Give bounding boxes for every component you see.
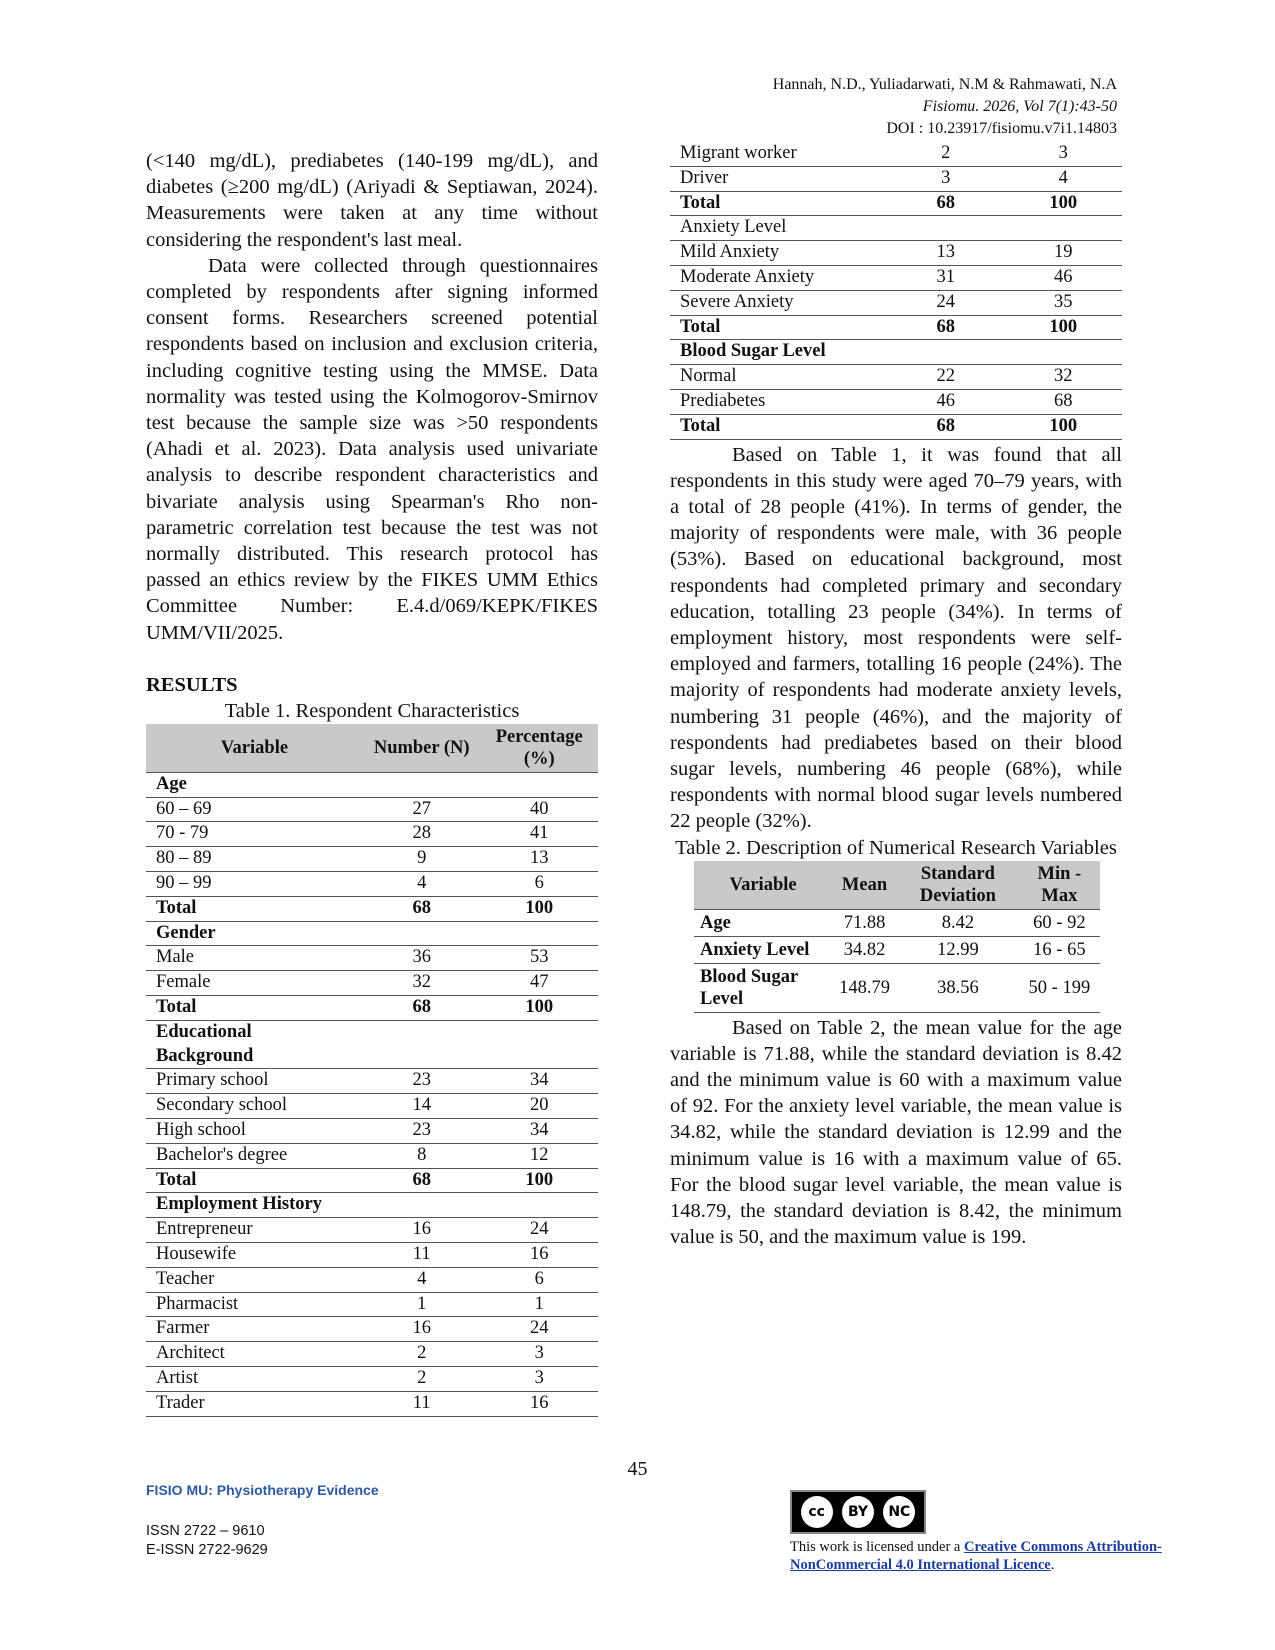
table-row bbox=[146, 847, 598, 872]
table-cell-label: 80 – 89 bbox=[146, 847, 363, 872]
footer-brand: FISIO MU: Physiotherapy Evidence bbox=[146, 1482, 379, 1498]
table-cell-value: 4 bbox=[1004, 166, 1122, 191]
license-link[interactable]: Creative Commons Attribution-NonCommercial 4.0 International Licence bbox=[790, 1539, 1162, 1573]
table-cell-label: High school bbox=[146, 1119, 363, 1144]
results-heading: RESULTS bbox=[146, 673, 238, 696]
results-paragraph-1: Based on Table 1, it was found that all respondents in this study were aged 70–79 years, with a total of 28 people (41%). In terms of gender, the majority of respondents were male, with 36 people (53%). Based on educational background, most respondents had completed primary and secondary education, totalling 23 people (34%). In terms of employment history, most respondents were self-employed and farmers, totalling 16 people (24%). The majority of respondents had moderate anxiety levels, numbering 31 people (46%), and the majority of respondents had prediabetes based on their blood sugar levels, numbering 46 people (68%), while respondents with normal blood sugar levels numbered 22 people (32%). bbox=[670, 443, 1122, 833]
table-cell-value: 100 bbox=[480, 996, 598, 1021]
left-column bbox=[146, 148, 598, 1417]
table2-cell-value: 34.82 bbox=[832, 936, 897, 963]
license-text bbox=[790, 1538, 1190, 1574]
table2-cell-variable: Anxiety Level bbox=[694, 936, 832, 963]
table-cell-label: Driver bbox=[670, 166, 887, 191]
license-prefix: This work is licensed under a bbox=[790, 1539, 964, 1555]
table-cell-value: 68 bbox=[363, 896, 481, 921]
table-row bbox=[146, 772, 598, 797]
table-cell-label: Total bbox=[670, 191, 887, 216]
table-row bbox=[146, 1391, 598, 1416]
table2-cell-value: 8.42 bbox=[897, 909, 1019, 936]
table-cell-value: 1 bbox=[480, 1292, 598, 1317]
table-cell-value bbox=[363, 921, 481, 946]
table-cell-value: 24 bbox=[887, 290, 1005, 315]
table2-cell-value: 148.79 bbox=[832, 963, 897, 1012]
table-cell-label: Total bbox=[146, 1168, 363, 1193]
table2-row bbox=[694, 963, 1100, 1012]
table-cell-value: 100 bbox=[1004, 414, 1122, 439]
table2-header-sd: Standard Deviation bbox=[897, 861, 1019, 910]
table2-header-minmax: Min - Max bbox=[1019, 861, 1100, 910]
table-cell-value bbox=[1004, 340, 1122, 365]
table-cell-value: 20 bbox=[480, 1094, 598, 1119]
table-row bbox=[146, 1317, 598, 1342]
table-row bbox=[146, 1119, 598, 1144]
results-paragraph-2: Based on Table 2, the mean value for the age variable is 71.88, while the standard deviation is 8.42 and the minimum value is 60 with a maximum value of 92. For the anxiety level variable, the mean value is 34.82, while the standard deviation is 12.99 and the minimum value is 16 with a maximum value of 65. For the blood sugar level variable, the mean value is 148.79, the standard deviation is 8.42, the minimum value is 50, and the maximum value is 199. bbox=[670, 1016, 1122, 1249]
table-row bbox=[146, 946, 598, 971]
table-cell-value: 68 bbox=[887, 414, 1005, 439]
table-cell-label: 70 - 79 bbox=[146, 822, 363, 847]
table-cell-value bbox=[363, 772, 481, 797]
table-cell-value: 68 bbox=[363, 1168, 481, 1193]
table-cell-value: 68 bbox=[887, 191, 1005, 216]
page-number: 45 bbox=[627, 1458, 648, 1480]
table-cell-value: 68 bbox=[363, 996, 481, 1021]
table-cell-label: Moderate Anxiety bbox=[670, 265, 887, 290]
table-cell-value: 3 bbox=[480, 1366, 598, 1391]
table1-header-variable: Variable bbox=[146, 724, 363, 773]
table-row bbox=[146, 996, 598, 1021]
table-cell-label: Anxiety Level bbox=[670, 216, 887, 241]
table-cell-value: 27 bbox=[363, 797, 481, 822]
license-end: . bbox=[1050, 1557, 1055, 1573]
table-row bbox=[146, 1366, 598, 1391]
table-cell-value: 68 bbox=[1004, 389, 1122, 414]
table-row bbox=[146, 1168, 598, 1193]
table-row bbox=[670, 414, 1122, 439]
nc-icon: NC bbox=[883, 1496, 915, 1528]
table-cell-value: 1 bbox=[363, 1292, 481, 1317]
table-cell-value: 4 bbox=[363, 872, 481, 897]
table2-cell-value: 38.56 bbox=[897, 963, 1019, 1012]
table-cell-value: 11 bbox=[363, 1391, 481, 1416]
table-row bbox=[146, 1267, 598, 1292]
table-cell-label: Teacher bbox=[146, 1267, 363, 1292]
table-cell-label: Architect bbox=[146, 1342, 363, 1367]
table-cell-label: Gender bbox=[146, 921, 363, 946]
table-row bbox=[146, 797, 598, 822]
table-cell-label: Pharmacist bbox=[146, 1292, 363, 1317]
table-cell-value: 28 bbox=[363, 822, 481, 847]
table-cell-label: Blood Sugar Level bbox=[670, 340, 887, 365]
table2-row bbox=[694, 909, 1100, 936]
table-cell-value bbox=[480, 1020, 598, 1069]
table-cell-value: 36 bbox=[363, 946, 481, 971]
table-cell-value: 3 bbox=[887, 166, 1005, 191]
table-row bbox=[670, 142, 1122, 166]
table1-part2 bbox=[670, 142, 1122, 440]
table-cell-label: Housewife bbox=[146, 1243, 363, 1268]
method-paragraph-2: Data were collected through questionnaires completed by respondents after signing informed consent forms. Researchers screened potential respondents based on inclusion and exclusion criteria, including cognitive testing using the MMSE. Data normality was tested using the Kolmogorov-Smirnov test because the sample size was >50 respondents (Ahadi et al. 2023). Data analysis used univariate analysis to describe respondent characteristics and bivariate analysis using Spearman's Rho non-parametric correlation test because the test was not normally distributed. This research protocol has passed an ethics review by the FIKES UMM Ethics Committee Number: E.4.d/069/KEPK/FIKES UMM/VII/2025. bbox=[146, 254, 598, 644]
table-cell-label: Total bbox=[670, 315, 887, 340]
cc-icon: cc bbox=[801, 1496, 833, 1528]
table2-cell-value: 12.99 bbox=[897, 936, 1019, 963]
table-cell-value: 22 bbox=[887, 365, 1005, 390]
table-cell-label: Employment History bbox=[146, 1193, 363, 1218]
table-cell-label: Total bbox=[146, 896, 363, 921]
table1-header-number: Number (N) bbox=[363, 724, 481, 773]
table-row bbox=[146, 921, 598, 946]
table-cell-value: 16 bbox=[363, 1317, 481, 1342]
by-icon: BY bbox=[842, 1496, 874, 1528]
table-cell-value: 16 bbox=[363, 1218, 481, 1243]
table-row bbox=[146, 1243, 598, 1268]
table-cell-value: 35 bbox=[1004, 290, 1122, 315]
table-cell-value: 16 bbox=[480, 1243, 598, 1268]
table-cell-label: 90 – 99 bbox=[146, 872, 363, 897]
table-row bbox=[146, 971, 598, 996]
table-cell-value: 41 bbox=[480, 822, 598, 847]
footer-journal-info bbox=[146, 1482, 379, 1560]
table-cell-value: 34 bbox=[480, 1069, 598, 1094]
table-row bbox=[146, 1218, 598, 1243]
table-cell-value bbox=[363, 1193, 481, 1218]
table-cell-label: Total bbox=[146, 996, 363, 1021]
table2-cell-value: 16 - 65 bbox=[1019, 936, 1100, 963]
table-cell-value: 3 bbox=[1004, 142, 1122, 166]
table-cell-label: Secondary school bbox=[146, 1094, 363, 1119]
table-cell-value: 4 bbox=[363, 1267, 481, 1292]
table-cell-value: 47 bbox=[480, 971, 598, 996]
table2-cell-value: 50 - 199 bbox=[1019, 963, 1100, 1012]
table-cell-value: 13 bbox=[480, 847, 598, 872]
table2-row bbox=[694, 936, 1100, 963]
table-cell-value: 2 bbox=[363, 1342, 481, 1367]
table-cell-label: Primary school bbox=[146, 1069, 363, 1094]
table2 bbox=[694, 861, 1100, 1013]
table-row bbox=[146, 1020, 598, 1069]
table-cell-value bbox=[480, 772, 598, 797]
table-row bbox=[670, 365, 1122, 390]
table-row bbox=[670, 191, 1122, 216]
table-cell-value: 2 bbox=[887, 142, 1005, 166]
table-cell-label: Migrant worker bbox=[670, 142, 887, 166]
table1-header-row bbox=[146, 724, 598, 773]
table-cell-value: 8 bbox=[363, 1143, 481, 1168]
table-cell-label: Entrepreneur bbox=[146, 1218, 363, 1243]
table-cell-value: 23 bbox=[363, 1069, 481, 1094]
table-cell-label: Severe Anxiety bbox=[670, 290, 887, 315]
header-doi: DOI : 10.23917/fisiomu.v7i1.14803 bbox=[886, 120, 1117, 137]
table-cell-value: 2 bbox=[363, 1366, 481, 1391]
footer-issn: ISSN 2722 – 9610 bbox=[146, 1523, 265, 1539]
table-cell-label: 60 – 69 bbox=[146, 797, 363, 822]
table-cell-value bbox=[887, 216, 1005, 241]
table-row bbox=[146, 1143, 598, 1168]
table2-cell-value: 60 - 92 bbox=[1019, 909, 1100, 936]
table-cell-value: 24 bbox=[480, 1218, 598, 1243]
table-cell-value: 31 bbox=[887, 265, 1005, 290]
footer-license bbox=[790, 1490, 1190, 1574]
table-row bbox=[146, 822, 598, 847]
table-row bbox=[670, 241, 1122, 266]
table-cell-value: 100 bbox=[480, 896, 598, 921]
table2-header-mean: Mean bbox=[832, 861, 897, 910]
table-row bbox=[146, 1292, 598, 1317]
table-cell-value: 11 bbox=[363, 1243, 481, 1268]
table-cell-value: 19 bbox=[1004, 241, 1122, 266]
table-cell-label: Educational Background bbox=[146, 1020, 363, 1069]
table-cell-value: 100 bbox=[1004, 191, 1122, 216]
table-cell-value: 100 bbox=[1004, 315, 1122, 340]
table-cell-value bbox=[480, 1193, 598, 1218]
table-cell-value bbox=[887, 340, 1005, 365]
table-row bbox=[670, 216, 1122, 241]
table-cell-value: 12 bbox=[480, 1143, 598, 1168]
table-row bbox=[146, 1193, 598, 1218]
table1-part1 bbox=[146, 724, 598, 1417]
table-cell-value: 6 bbox=[480, 1267, 598, 1292]
table-cell-value bbox=[363, 1020, 481, 1069]
table-cell-value: 32 bbox=[1004, 365, 1122, 390]
table-row bbox=[146, 1094, 598, 1119]
header-authors: Hannah, N.D., Yuliadarwati, N.M & Rahmawati, N.A bbox=[772, 76, 1117, 93]
table-cell-value: 3 bbox=[480, 1342, 598, 1367]
table-cell-value bbox=[1004, 216, 1122, 241]
table-cell-label: Male bbox=[146, 946, 363, 971]
table-cell-value: 16 bbox=[480, 1391, 598, 1416]
table1-header-percentage: Percentage (%) bbox=[480, 724, 598, 773]
table-cell-value: 34 bbox=[480, 1119, 598, 1144]
table-cell-label: Normal bbox=[670, 365, 887, 390]
table-cell-value: 53 bbox=[480, 946, 598, 971]
table-cell-label: Age bbox=[146, 772, 363, 797]
table-cell-value: 100 bbox=[480, 1168, 598, 1193]
table-row bbox=[670, 166, 1122, 191]
table-row bbox=[146, 1342, 598, 1367]
table-row bbox=[670, 265, 1122, 290]
table-row bbox=[670, 315, 1122, 340]
table-cell-label: Trader bbox=[146, 1391, 363, 1416]
cc-by-nc-badge-icon[interactable] bbox=[790, 1490, 926, 1534]
table-cell-value: 23 bbox=[363, 1119, 481, 1144]
table2-caption: Table 2. Description of Numerical Research Variables bbox=[675, 836, 1117, 859]
table-cell-label: Farmer bbox=[146, 1317, 363, 1342]
table-cell-label: Total bbox=[670, 414, 887, 439]
table2-cell-variable: Age bbox=[694, 909, 832, 936]
table-cell-label: Artist bbox=[146, 1366, 363, 1391]
table-cell-value: 6 bbox=[480, 872, 598, 897]
table-cell-value: 24 bbox=[480, 1317, 598, 1342]
table-row bbox=[146, 1069, 598, 1094]
header-journal: Fisiomu. 2026, Vol 7(1):43-50 bbox=[922, 98, 1117, 115]
table-row bbox=[670, 340, 1122, 365]
table-cell-value: 13 bbox=[887, 241, 1005, 266]
table-cell-label: Prediabetes bbox=[670, 389, 887, 414]
footer-eissn: E-ISSN 2722-9629 bbox=[146, 1542, 268, 1558]
table-cell-value: 40 bbox=[480, 797, 598, 822]
table2-cell-value: 71.88 bbox=[832, 909, 897, 936]
table-row bbox=[146, 872, 598, 897]
table-cell-value: 32 bbox=[363, 971, 481, 996]
method-paragraph-1: (<140 mg/dL), prediabetes (140-199 mg/dL), and diabetes (≥200 mg/dL) (Ariyadi & Septiawan, 2024). Measurements were taken at any time without considering the respondent's last meal. bbox=[146, 150, 598, 251]
table-cell-value: 46 bbox=[1004, 265, 1122, 290]
table-row bbox=[670, 290, 1122, 315]
table-cell-value: 46 bbox=[887, 389, 1005, 414]
table-cell-value: 14 bbox=[363, 1094, 481, 1119]
table2-cell-variable: Blood Sugar Level bbox=[694, 963, 832, 1012]
table-row bbox=[670, 389, 1122, 414]
table-cell-label: Mild Anxiety bbox=[670, 241, 887, 266]
table-cell-value: 68 bbox=[887, 315, 1005, 340]
table-cell-label: Female bbox=[146, 971, 363, 996]
table-cell-value: 9 bbox=[363, 847, 481, 872]
table1-caption: Table 1. Respondent Characteristics bbox=[224, 699, 520, 722]
running-header bbox=[773, 74, 1117, 140]
table2-header-variable: Variable bbox=[694, 861, 832, 910]
right-column bbox=[670, 143, 1122, 1250]
table2-header-row bbox=[694, 861, 1100, 910]
table-row bbox=[146, 896, 598, 921]
table-cell-value bbox=[480, 921, 598, 946]
table-cell-label: Bachelor's degree bbox=[146, 1143, 363, 1168]
